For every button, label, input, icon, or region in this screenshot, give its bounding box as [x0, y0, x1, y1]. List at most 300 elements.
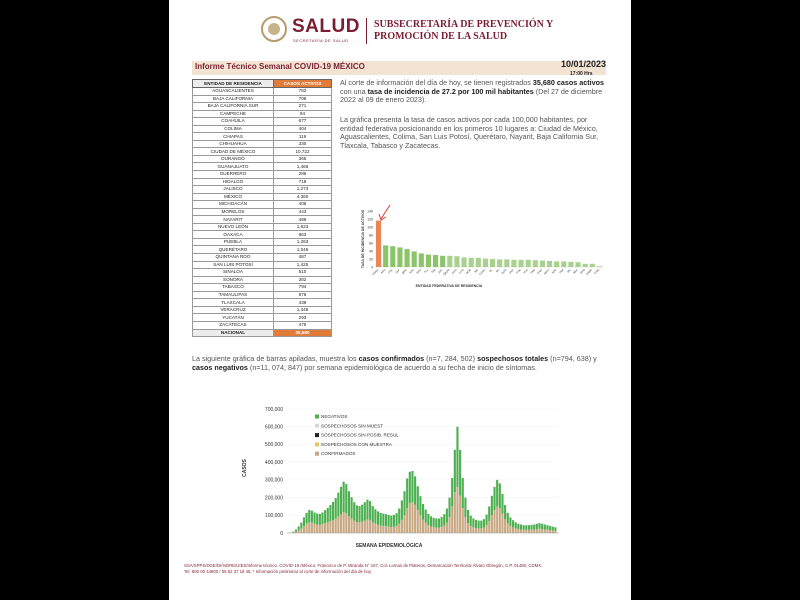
bar-negativos [372, 506, 374, 522]
cell-cases: 510 [274, 269, 332, 277]
bar-chis [597, 266, 602, 267]
bar-confirmados [340, 514, 342, 533]
bar-negativos [438, 518, 440, 527]
table-row [193, 306, 332, 314]
bar-negativos [369, 501, 371, 520]
bar-negativos [501, 494, 503, 513]
bar-confirmados [538, 529, 540, 533]
bar-confirmados [396, 526, 398, 533]
incidence-rate-chart [357, 205, 609, 295]
x-tick-label: COAH [478, 268, 487, 277]
y-tick-label: 60 [369, 241, 373, 246]
bar-negativos [311, 511, 313, 523]
bar-negativos [544, 524, 546, 529]
bar-negativos [340, 487, 342, 515]
legend-swatch [315, 415, 319, 419]
bar-negativos [422, 504, 424, 520]
bar-confirmados [401, 520, 403, 533]
bar-confirmados [549, 530, 551, 533]
bar-negativos [470, 516, 472, 526]
table-row [193, 291, 332, 299]
cell-cases: 286 [274, 171, 332, 179]
bar-confirmados [319, 525, 321, 533]
bar-negativos [549, 526, 551, 530]
legend-label: SOSPECHOSOS SIN MUEST [321, 423, 384, 429]
bar-tab [433, 255, 438, 267]
bar-confirmados [358, 522, 360, 533]
bar-negativos [396, 513, 398, 526]
cell-entity: JALISCO [193, 186, 274, 194]
bar-confirmados [462, 508, 464, 533]
p1-active-cases: 35,680 casos activos [532, 78, 604, 87]
bar-gto [462, 257, 467, 267]
bar-cdmx [376, 221, 381, 267]
bar-negativos [528, 525, 530, 530]
x-tick-label: DGO [501, 268, 508, 275]
bar-negativos [366, 500, 368, 520]
bar-confirmados [486, 525, 488, 533]
bar-confirmados [327, 522, 329, 533]
bar-confirmados [422, 520, 424, 533]
bar-confirmados [528, 530, 530, 533]
legend-swatch [315, 442, 319, 446]
bar-confirmados [472, 527, 474, 533]
table-row [193, 118, 332, 126]
bar-confirmados [343, 512, 345, 533]
bar-negativos [533, 524, 535, 529]
cell-entity: VERACRUZ [193, 306, 274, 314]
bar-confirmados [456, 487, 458, 533]
cell-cases: 4,360 [274, 193, 332, 201]
cell-cases: 1,425 [274, 261, 332, 269]
bar-confirmados [406, 508, 408, 533]
bar-confirmados [377, 525, 379, 533]
bar-negativos [300, 523, 302, 529]
x-tick-label: SIN [473, 268, 480, 274]
bar-confirmados [369, 520, 371, 533]
cell-cases: 718 [274, 178, 332, 186]
bar-negativos [358, 506, 360, 522]
table-row [193, 140, 332, 148]
bar-negativos [337, 493, 339, 517]
x-tick-label: GRO [579, 268, 586, 275]
bar-negativos [417, 486, 419, 510]
bar-confirmados [393, 527, 395, 533]
bar-negativos [475, 520, 477, 528]
x-tick-label: GTO [458, 268, 465, 275]
bar-negativos [451, 478, 453, 506]
footer-line-1: SSA/SPPS/DGE/DI/InDRE/UIES/Informe técnico. COVID-19 /México. Francisco de P. Miranda N° 157, Col. Lomas de Plateros, Demarcación Territorial Álvaro Obregón, C.P. 01480, CDMX. [184, 563, 543, 568]
bar-negativos [351, 497, 353, 518]
bar-negativos [491, 496, 493, 515]
x-tick-label: VER [530, 268, 537, 275]
legend-label: SOSPECHOSOS CON MUESTRA [321, 441, 392, 447]
bar-pue [519, 260, 524, 267]
subsecretaria-title [374, 19, 574, 43]
brand-subtitle: SECRETARÍA DE SALUD [293, 38, 349, 43]
cell-entity: OAXACA [193, 231, 274, 239]
x-tick-label: BCS [416, 268, 423, 275]
x-tick-label: AGS [380, 268, 387, 275]
table-row [193, 208, 332, 216]
y-axis-label: CASOS [242, 459, 248, 477]
header [169, 14, 631, 50]
cell-cases: 365 [274, 155, 332, 163]
bar-negativos [321, 512, 323, 524]
x-tick-label: CHIH [536, 268, 544, 276]
bar-negativos [398, 509, 400, 524]
cell-cases: 84 [274, 110, 332, 118]
cell-cases: 439 [274, 299, 332, 307]
bar-confirmados [316, 524, 318, 533]
bar-negativos [356, 505, 358, 522]
bar-confirmados [308, 522, 310, 533]
table-row [193, 110, 332, 118]
x-axis-label: SEMANA EPIDEMIOLÓGICA [355, 543, 423, 549]
bar-negativos [499, 483, 501, 508]
y-tick-label: 300,000 [264, 477, 283, 484]
cell-entity: COAHUILA [193, 118, 274, 126]
bar-confirmados [419, 515, 421, 533]
cell-entity: QUINTANA ROO [193, 254, 274, 262]
y-tick-label: 80 [369, 233, 373, 238]
bar-confirmados [488, 521, 490, 533]
bar-confirmados [443, 526, 445, 533]
legend-label: SOSPECHOSOS SIN POSIB. RESUL [321, 432, 399, 438]
bar-negativos [403, 491, 405, 515]
bar-qroo [447, 256, 452, 267]
p1-text-c: con una [340, 86, 368, 96]
y-tick-label: 100 [367, 225, 373, 230]
bar-negativos [308, 510, 310, 522]
bar-confirmados [507, 523, 509, 533]
bar-confirmados [552, 531, 554, 533]
bar-confirmados [467, 523, 469, 533]
bar-negativos [377, 511, 379, 524]
y-tick-label: 40 [369, 249, 373, 254]
x-tick-label: TLX [423, 268, 430, 275]
cell-cases: 489 [274, 216, 332, 224]
bar-confirmados [303, 526, 305, 533]
table-row [193, 193, 332, 201]
bar-confirmados [446, 523, 448, 533]
bar-confirmados [435, 528, 437, 533]
cell-cases: 1,466 [274, 163, 332, 171]
report-time: 17:00 Hrs [570, 71, 593, 77]
bar-confirmados [493, 510, 495, 533]
bar-confirmados [311, 523, 313, 533]
x-tick-label: BC [495, 268, 501, 274]
x-tick-label: PUE [515, 268, 522, 275]
bar-confirmados [390, 527, 392, 533]
cell-entity: TLAXCALA [193, 299, 274, 307]
bar-negativos [414, 476, 416, 504]
bar-negativos [459, 450, 461, 496]
col-header-entity: ENTIDAD DE RESIDENCIA [193, 80, 274, 88]
cell-cases: 443 [274, 208, 332, 216]
bar-nl [490, 259, 495, 267]
bar-negativos [507, 513, 509, 524]
bar-confirmados [321, 524, 323, 533]
header-divider [366, 18, 367, 44]
bar-negativos [504, 505, 506, 519]
bar-confirmados [504, 519, 506, 533]
bar-negativos [425, 510, 427, 523]
bar-confirmados [531, 530, 533, 533]
bar-negativos [456, 427, 458, 487]
bar-negativos [380, 513, 382, 526]
cell-entity: NAYARIT [193, 216, 274, 224]
bar-negativos [382, 514, 384, 526]
cell-entity: SINALOA [193, 269, 274, 277]
y-tick-label: 500,000 [264, 442, 283, 449]
bar-negativos [374, 509, 376, 524]
bar-negativos [546, 525, 548, 530]
report-date: 10/01/2023 [560, 59, 606, 69]
bar-son [554, 261, 559, 267]
bar-bcs [419, 253, 424, 267]
x-tick-label: MICH [543, 268, 551, 276]
bar-confirmados [329, 521, 331, 533]
cell-cases: 1,448 [274, 306, 332, 314]
bar-confirmados [385, 526, 387, 533]
x-tick-label: ZAC [437, 268, 444, 275]
bar-confirmados [478, 528, 480, 533]
bar-negativos [480, 521, 482, 529]
paragraph-rate-chart: La gráfica presenta la tasa de casos activos por cada 100,000 habitantes, por entidad federativa posicionando en los primeros 10 lugares a: Ciudad de México, Aguascalientes, Colima, San Luis Potosí, Querétaro, Nayarit, Baja California Sur, Tlaxcala, Tabasco y Zacatecas. [340, 115, 599, 150]
y-tick-label: 0 [280, 530, 283, 537]
cell-entity: DURANGO [193, 155, 274, 163]
bar-confirmados [438, 528, 440, 533]
bar-ver [533, 260, 538, 267]
footer-line-2: Tel. 800 00 44800 / 55 52 37 18 45. * Información preliminar al corte de información del día de hoy. [184, 569, 372, 574]
cell-cases: 1,273 [274, 186, 332, 194]
bar-confirmados [345, 513, 347, 533]
x-tick-label: TAM [558, 268, 565, 275]
cell-cases: 10,722 [274, 148, 332, 156]
bar-negativos [324, 510, 326, 523]
bar-negativos [446, 509, 448, 523]
bar-negativos [316, 514, 318, 525]
y-axis-label: TASA DE INCIDENCIA DE ACTIVOS [361, 209, 365, 269]
bar-oax [511, 260, 516, 267]
bar-confirmados [351, 518, 353, 533]
x-tick-label: QROO [442, 268, 451, 277]
bar-negativos [332, 502, 334, 520]
bar-confirmados [366, 520, 368, 533]
cell-entity: GUANAJUATO [193, 163, 274, 171]
y-tick-label: 120 [367, 217, 373, 222]
bar-negativos [385, 514, 387, 526]
x-tick-label: MEX [572, 268, 579, 275]
bar-negativos [306, 513, 308, 524]
p1-incidence-rate: tasa de incidencia de 27.2 por 100 mil habitantes [367, 86, 534, 96]
bar-dgo [504, 259, 509, 267]
bar-confirmados [491, 515, 493, 533]
bar-camp [590, 264, 595, 267]
p1-text-a: Al corte de información del día de hoy, se tienen registrados [340, 78, 533, 87]
bar-confirmados [348, 516, 350, 533]
y-tick-label: 700,000 [264, 406, 283, 413]
bar-negativos [393, 515, 395, 527]
cell-entity: MORELOS [193, 208, 274, 216]
bar-confirmados [306, 524, 308, 533]
bar-jal [568, 262, 573, 267]
bar-gro [583, 264, 588, 267]
bar-negativos [536, 524, 538, 529]
bar-hgo [454, 256, 459, 267]
bar-negativos [538, 523, 540, 529]
bar-negativos [443, 514, 445, 525]
cell-cases: 863 [274, 231, 332, 239]
cell-entity: QUERÉTARO [193, 246, 274, 254]
bar-confirmados [448, 517, 450, 533]
bar-confirmados [525, 530, 527, 533]
legend-swatch [315, 452, 319, 456]
cell-cases: 330 [274, 140, 332, 148]
bar-confirmados [520, 529, 522, 533]
bar-negativos [388, 515, 390, 527]
bar-confirmados [409, 503, 411, 533]
bar-negativos [531, 525, 533, 530]
bar-confirmados [517, 529, 519, 533]
bar-confirmados [353, 521, 355, 533]
bar-negativos [348, 491, 350, 516]
p3-suspected: sospechosos totales [477, 354, 549, 363]
bar-negativos [483, 519, 485, 528]
x-tick-label: QRO [401, 268, 408, 275]
cell-entity: HIDALGO [193, 178, 274, 186]
cell-entity: MICHOACÁN [193, 201, 274, 209]
bar-confirmados [464, 517, 466, 533]
table-row [193, 238, 332, 246]
cell-entity: BAJA CALIFORNIA [193, 95, 274, 103]
table-row [193, 299, 332, 307]
report-title: Informe Técnico Semanal COVID-19 MÉXICO [195, 62, 365, 71]
bar-sin [476, 258, 481, 267]
bar-negativos [327, 508, 329, 523]
bar-bc [497, 259, 502, 267]
cell-entity: SONORA [193, 276, 274, 284]
table-row [193, 186, 332, 194]
bar-negativos [448, 498, 450, 517]
subsecretaria-line-2: PROMOCIÓN DE LA SALUD [374, 31, 508, 42]
table-row [193, 163, 332, 171]
legend-swatch [315, 424, 319, 428]
bar-negativos [401, 500, 403, 519]
bar-chih [540, 261, 545, 267]
cell-entity: TAMAULIPAS [193, 291, 274, 299]
bar-negativos [554, 527, 556, 531]
bar-mor [469, 258, 474, 267]
bar-confirmados [414, 505, 416, 533]
bar-confirmados [512, 527, 514, 533]
bar-confirmados [454, 492, 456, 533]
x-tick-label: NL [488, 268, 494, 274]
cell-entity: GUERRERO [193, 171, 274, 179]
cell-cases: 404 [274, 125, 332, 133]
bar-confirmados [536, 529, 538, 533]
bar-negativos [509, 517, 511, 526]
cell-cases: 1,623 [274, 223, 332, 231]
bar-negativos [464, 498, 466, 517]
bar-confirmados [364, 521, 366, 533]
cell-cases: 475 [274, 321, 332, 329]
bar-negativos [345, 484, 347, 513]
bar-negativos [406, 478, 408, 508]
table-row [193, 216, 332, 224]
report-page [169, 0, 631, 600]
cell-cases: 487 [274, 254, 332, 262]
cell-cases: 782 [274, 88, 332, 96]
table-row [193, 88, 332, 96]
y-tick-label: 140 [367, 209, 373, 214]
bar-confirmados [388, 527, 390, 533]
brand-logo-text: SALUD [292, 16, 360, 37]
table-total-row [193, 329, 332, 337]
bar-negativos [512, 520, 514, 527]
bar-negativos [493, 487, 495, 510]
bar-confirmados [300, 529, 302, 533]
cell-entity: AGUASCALIENTES [193, 88, 274, 96]
cell-entity: ZACATECAS [193, 321, 274, 329]
table-row [193, 223, 332, 231]
bar-negativos [488, 506, 490, 521]
col-header-cases: CASOS ACTIVOS [274, 80, 332, 88]
table-row [193, 261, 332, 269]
total-value: 35,680 [274, 329, 332, 337]
cell-cases: 708 [274, 95, 332, 103]
cell-cases: 1,046 [274, 246, 332, 254]
bar-negativos [343, 482, 345, 512]
bar-confirmados [483, 528, 485, 533]
x-tick-label: OAX [508, 268, 515, 275]
x-tick-label: JAL [566, 268, 572, 274]
bar-negativos [433, 518, 435, 528]
bar-confirmados [374, 524, 376, 533]
y-tick-label: 0 [371, 265, 373, 270]
cell-entity: COLIMA [193, 125, 274, 133]
bar-mex [576, 262, 581, 267]
table-row [193, 148, 332, 156]
bar-negativos [295, 529, 297, 531]
table-row [193, 321, 332, 329]
table-row [193, 276, 332, 284]
bar-negativos [525, 525, 527, 530]
bar-confirmados [475, 528, 477, 533]
bar-slp [397, 247, 402, 267]
bar-confirmados [332, 520, 334, 533]
bar-negativos [298, 526, 300, 530]
cell-entity: CAMPECHE [193, 110, 274, 118]
bar-negativos [515, 522, 517, 528]
cell-entity: MÉXICO [193, 193, 274, 201]
bar-tlx [426, 255, 431, 267]
bar-negativos [472, 518, 474, 527]
table-row [193, 201, 332, 209]
bar-negativos [541, 524, 543, 529]
table-row [193, 231, 332, 239]
bar-negativos [520, 524, 522, 529]
bar-negativos [364, 502, 366, 520]
x-tick-label: CAMP [585, 268, 594, 277]
table-row [193, 284, 332, 292]
footer [184, 563, 614, 575]
table-row [193, 155, 332, 163]
cell-cases: 406 [274, 201, 332, 209]
bar-negativos [441, 517, 443, 527]
bar-confirmados [372, 522, 374, 533]
